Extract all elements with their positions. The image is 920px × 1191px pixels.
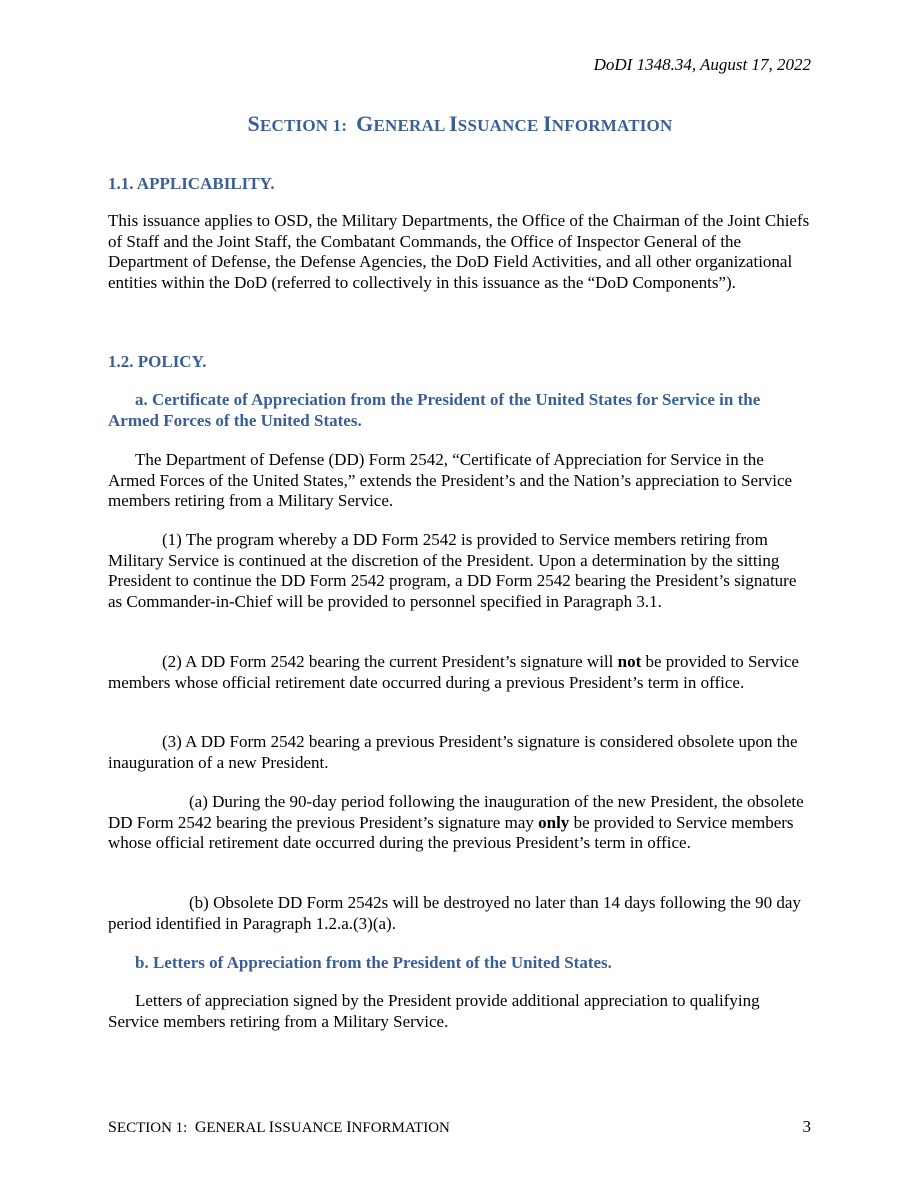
footer-part: ECTION 1: (116, 1120, 188, 1136)
footer-initial: S (108, 1119, 117, 1136)
applicability-heading: 1.1. APPLICABILITY. (108, 174, 275, 193)
policy-a-body: The Department of Defense (DD) Form 2542, “Certificate of Appreciation for Service in the Armed Forces of the United States,” extends the President’s and the Nation’s appreciation to Service members retiring from a Military Service. (108, 450, 793, 511)
policy-a-heading: a. Certificate of Appreciation from the President of the United States for Service in the Armed Forces of the United States. (108, 390, 761, 430)
section-title (0, 112, 920, 138)
document-reference: DoDI 1348.34, August 17, 2022 (593, 55, 811, 74)
policy-a-paragraph-3: (3) A DD Form 2542 bearing a previous President’s signature is considered obsolete upon the inauguration of a new President. (108, 732, 798, 772)
footer-part: NFORMATION (351, 1120, 450, 1136)
section-title-initial: I (543, 111, 552, 136)
section-title-initial: S (247, 111, 260, 136)
section-title-part: SSUANCE (457, 116, 539, 135)
section-title-initial: I (449, 111, 458, 136)
policy-b-heading: b. Letters of Appreciation from the President of the United States. (135, 953, 612, 972)
footer-initial: I (268, 1119, 275, 1136)
section-title-initial: G (356, 111, 374, 136)
paragraph-text: (a) During the 90-day period following the inauguration of the new President, the obsolete DD Form 2542 bearing the previous President’s signature may (108, 792, 804, 832)
paragraph-text: be provided to Service members whose official retirement date occurred during a previous President’s term in office. (108, 652, 799, 692)
paragraph-text: (2) A DD Form 2542 bearing the current President’s signature will (162, 652, 618, 671)
section-title-part: ECTION 1: (259, 116, 348, 135)
section-title-part: ENERAL (373, 116, 445, 135)
policy-b-body: Letters of appreciation signed by the President provide additional appreciation to qualifying Service members retiring from a Military Service. (108, 991, 760, 1031)
footer-initial: G (194, 1119, 207, 1136)
policy-a-paragraph-3a (108, 792, 813, 854)
emphasis-text: only (538, 812, 570, 832)
footer-section-label (108, 1118, 450, 1138)
policy-heading: 1.2. POLICY. (108, 352, 207, 371)
emphasis-text: not (617, 652, 642, 671)
applicability-body: This issuance applies to OSD, the Military Departments, the Office of the Chairman of the Joint Chiefs of Staff and the Joint Staff, the Combatant Commands, the Office of Inspector General of the Department of Defense, the Defense Agencies, the DoD Field Activities, and all other organizational entities within the DoD (referred to collectively in this issuance as the “DoD Components”). (108, 211, 810, 292)
section-title-part: NFORMATION (551, 116, 673, 135)
policy-a-paragraph-2 (108, 652, 813, 693)
paragraph-text: be provided to Service members whose official retirement date occurred during the previous President’s term in office. (108, 812, 794, 853)
footer-initial: I (346, 1119, 352, 1136)
page-number: 3 (802, 1117, 811, 1136)
policy-a-paragraph-1: (1) The program whereby a DD Form 2542 is provided to Service members retiring from Military Service is continued at the discretion of the President. Upon a determination by the sitting President to continue the DD Form 2542 program, a DD Form 2542 bearing the President’s signature as Commander-in-Chief will be provided to personnel specified in Paragraph 3.1. (108, 530, 797, 611)
footer-part: SSUANCE (274, 1120, 343, 1136)
footer-part: ENERAL (206, 1120, 265, 1136)
policy-a-paragraph-3b: (b) Obsolete DD Form 2542s will be destroyed no later than 14 days following the 90 day period identified in Paragraph 1.2.a.(3)(a). (108, 893, 801, 933)
